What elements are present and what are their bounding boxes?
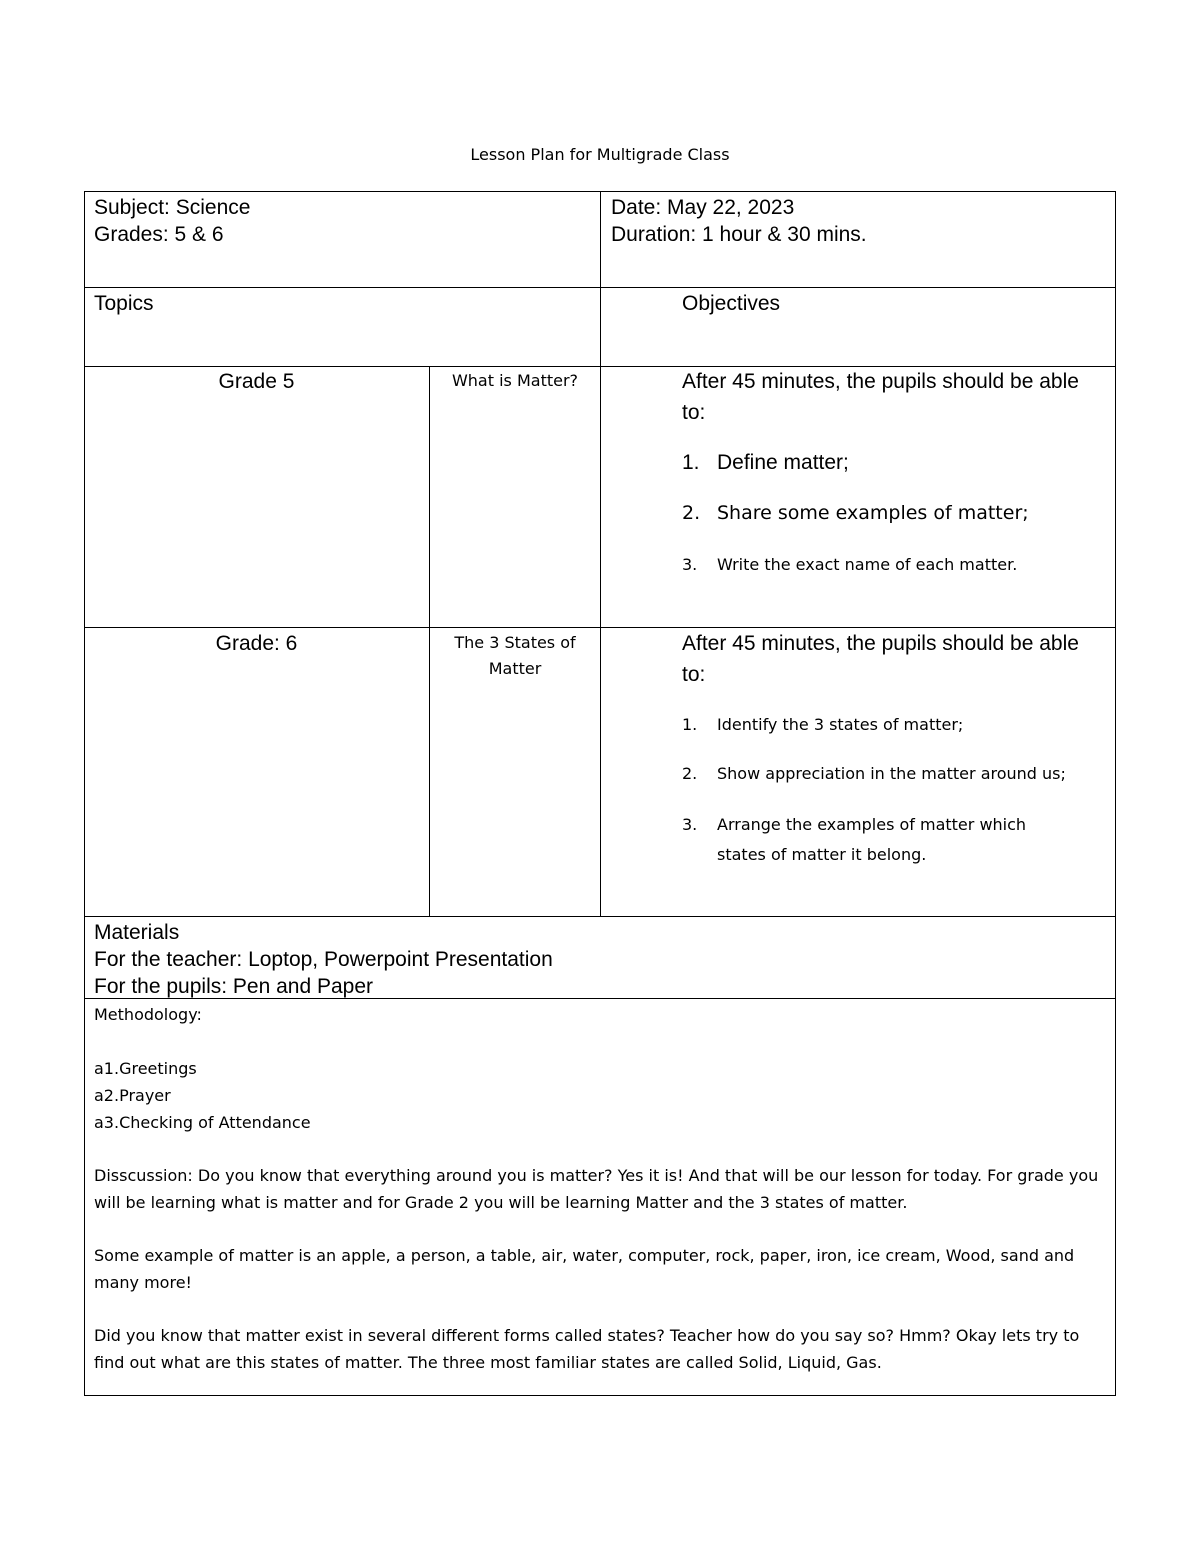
- methodology-discussion: Disscussion: Do you know that everything around you is matter? Yes it is! And that will be our lesson for today. For grade you will be learning what is matter and for Grade 2 you will be learning Matter and the 3 states of matter.: [94, 1166, 1099, 1212]
- methodology-examples: Some example of matter is an apple, a person, a table, air, water, computer, rock, paper, iron, ice cream, Wood, sand and many more!: [94, 1246, 1075, 1292]
- date-text: Date: May 22, 2023: [611, 196, 795, 219]
- list-number: 3.: [682, 815, 698, 834]
- objective-text: Arrange the examples of matter which states of matter it belong.: [717, 815, 1027, 864]
- materials-heading: Materials: [94, 921, 180, 944]
- table-border-right: [1115, 191, 1116, 1396]
- grades-text: Grades: 5 & 6: [94, 223, 224, 246]
- duration-text: Duration: 1 hour & 30 mins.: [611, 223, 867, 246]
- grade6-label: Grade: 6: [215, 632, 298, 655]
- methodology-step: a2.Prayer: [94, 1086, 171, 1105]
- table-border-bottom: [84, 1395, 1116, 1396]
- objective-text: Share some examples of matter;: [717, 502, 1029, 524]
- materials-pupils: For the pupils: Pen and Paper: [94, 975, 374, 998]
- objective-text: Identify the 3 states of matter;: [717, 715, 964, 734]
- methodology-heading: Methodology:: [94, 1005, 202, 1024]
- objective-text: Write the exact name of each matter.: [717, 555, 1018, 574]
- list-number: 1.: [682, 715, 698, 734]
- grade5-objectives-intro: After 45 minutes, the pupils should be able to:: [682, 370, 1079, 424]
- methodology-step: a1.Greetings: [94, 1059, 197, 1078]
- grade6-objectives-intro: After 45 minutes, the pupils should be able to:: [682, 632, 1079, 686]
- subject-text: Subject: Science: [94, 196, 251, 219]
- grade5-label: Grade 5: [218, 370, 295, 393]
- table-divider-column: [600, 191, 601, 917]
- document-title: Lesson Plan for Multigrade Class: [470, 145, 730, 164]
- objectives-heading: Objectives: [682, 292, 781, 315]
- list-number: 3.: [682, 555, 698, 574]
- objective-text: Show appreciation in the matter around us;: [717, 764, 1066, 783]
- grade6-topic: The 3 States of Matter: [454, 633, 576, 678]
- table-divider-column: [429, 366, 430, 917]
- list-number: 1.: [682, 451, 700, 474]
- topics-heading: Topics: [94, 292, 154, 315]
- grade5-topic: What is Matter?: [451, 371, 579, 390]
- methodology-step: a3.Checking of Attendance: [94, 1113, 311, 1132]
- methodology-states: Did you know that matter exist in several different forms called states? Teacher how do you say so? Hmm? Okay lets try to find out what are this states of matter. The three most familiar states are called Solid, Liquid, Gas.: [94, 1326, 1080, 1372]
- methodology-section: [94, 1001, 1106, 1376]
- list-number: 2.: [682, 764, 698, 783]
- list-number: 2.: [682, 502, 701, 524]
- objective-text: Define matter;: [717, 451, 849, 474]
- materials-teacher: For the teacher: Loptop, Powerpoint Presentation: [94, 948, 553, 971]
